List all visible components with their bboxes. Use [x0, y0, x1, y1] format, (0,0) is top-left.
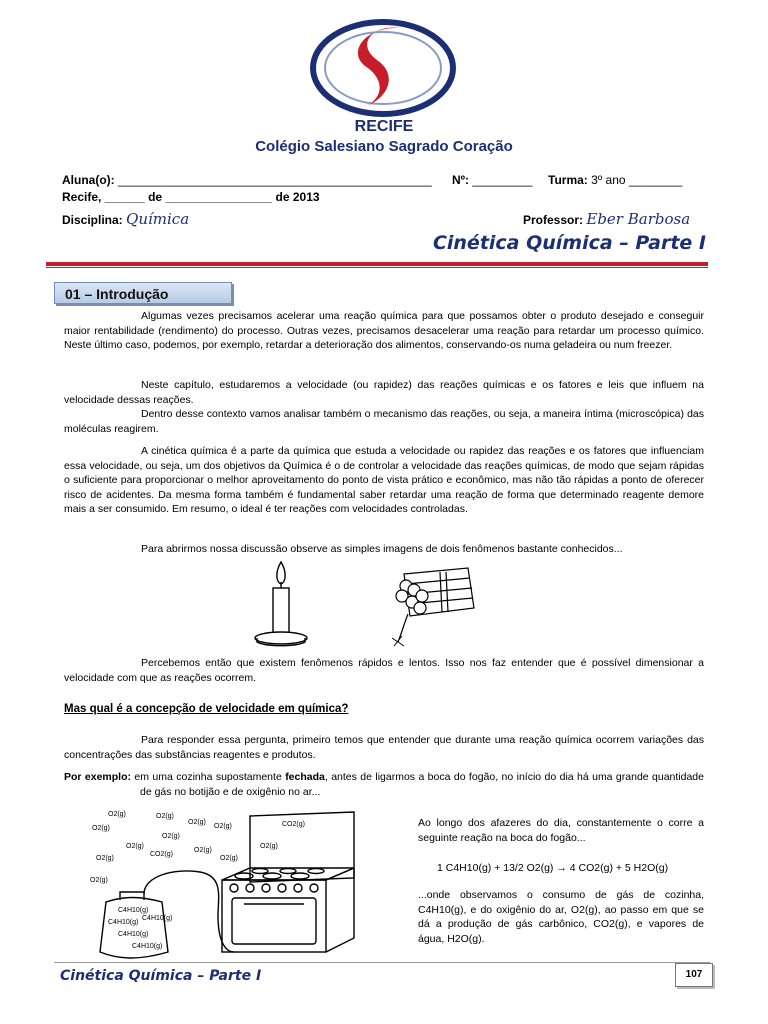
dynamite-illustration [382, 566, 492, 650]
kitchen-illustration [84, 806, 374, 962]
paragraph: Para responder essa pergunta, primeiro temos que entender que durante uma reação química ocorrem variações das concentrações das substâncias reagentes e produtos. [64, 734, 704, 761]
city-name: RECIFE [354, 118, 414, 135]
school-name: Colégio Salesiano Sagrado Coração [255, 138, 513, 155]
reaction-equation: 1 C4H10(g) + 13/2 O2(g) → 4 CO2(g) + 5 H2O(g) [437, 862, 669, 874]
after-equation-text: ...onde observamos o consumo de gás de cozinha, C4H10(g), e do oxigênio do ar, O2(g), ao passo em que se dá a produção de gás carbônico, CO2(g), e vapores de água, H2O(g). [418, 889, 704, 945]
intro-text-4 [64, 542, 704, 557]
co2-label: CO2(g) [150, 851, 173, 858]
paragraph: Dentro desse contexto vamos analisar também o mecanismo das reações, ou seja, a maneira íntima (microscópica) das moléculas reagirem. [64, 408, 704, 435]
aluna-label: Aluna(o): [62, 173, 115, 187]
paragraph: Neste capítulo, estudaremos a velocidade (ou rapidez) das reações químicas e os fatores e leis que influem na velocidade dessas reações. [64, 379, 704, 406]
number-field[interactable]: _________ [472, 173, 533, 187]
o2-label: O2(g) [188, 819, 206, 826]
number-row [452, 173, 532, 187]
date-line: Recife, ______ de ________________ de 2013 [62, 190, 320, 204]
footer-title: Cinética Química – Parte I [60, 968, 262, 984]
c4h10-label: C4H10(g) [142, 915, 173, 922]
example-post: , antes de ligarmos a boca do fogão, no início do dia há uma grande quantidade de gás no botijão e de oxigênio no ar... [140, 771, 704, 798]
o2-label: O2(g) [260, 843, 278, 850]
intro-text-5 [64, 656, 704, 685]
o2-label: O2(g) [156, 813, 174, 820]
header-rule [46, 262, 708, 266]
professor-label: Professor: [523, 213, 584, 227]
discipline-value: Química [126, 210, 190, 228]
intro-text-2 [64, 378, 704, 436]
paragraph: Para abrirmos nossa discussão observe as simples imagens de dois fenômenos bastante conhecidos... [141, 543, 623, 555]
candle-illustration [248, 560, 318, 650]
o2-label: O2(g) [126, 843, 144, 850]
header-rule-thin [46, 267, 708, 268]
paragraph: A cinética química é a parte da química que estuda a velocidade ou rapidez das reações e os fatores que influenciam essa velocidade, ou seja, um dos objetivos da Química é o de controlar a velocidade das reações químicas, de modo que sejam rápidas o suficiente para proporcionar o melhor aproveitamento do ponto de vista prático e econômico, mas não tão rápidas a ponto de oferecer risco de acidentes. Da mesma forma também é fundamental saber retardar uma reação de forma que determinado reagente demore mais a ser consumido. Em resumo, o ideal é ter reações com velocidades controladas. [64, 445, 704, 516]
paragraph: Algumas vezes precisamos acelerar uma reação química para que possamos obter o produto desejado e conseguir maior rentabilidade (rendimento) do processo. Outras vezes, precisamos desacelerar uma reação para retardar um processo químico. Neste último caso, podemos, por exemplo, retardar a deterioração dos alimentos, conservando-os numa geladeira ou num freezer. [64, 310, 704, 352]
answer-text [64, 733, 704, 762]
turma-field[interactable]: 3º ano ________ [591, 173, 683, 187]
c4h10-label: C4H10(g) [118, 931, 149, 938]
professor-row [523, 210, 690, 228]
o2-label: O2(g) [92, 825, 110, 832]
example-bold: fechada [285, 771, 325, 783]
c4h10-label: C4H10(g) [108, 919, 139, 926]
o2-label: O2(g) [194, 847, 212, 854]
example-text [64, 770, 704, 799]
o2-label: O2(g) [214, 823, 232, 830]
professor-value: Eber Barbosa [586, 210, 691, 228]
student-row [62, 173, 432, 187]
o2-label: O2(g) [220, 855, 238, 862]
topic-title: Cinética Química – Parte I [432, 232, 706, 254]
o2-label: O2(g) [96, 855, 114, 862]
page-number: 107 [675, 963, 713, 987]
aluna-field[interactable]: _______________________________________________ [118, 173, 432, 187]
example-paragraph [64, 770, 704, 799]
side-text: Ao longo dos afazeres do dia, constantemente o corre a seguinte reação na boca do fogão... [418, 817, 704, 844]
footer-rule [54, 962, 710, 963]
turma-label: Turma: [548, 173, 588, 187]
o2-label: O2(g) [108, 811, 126, 818]
section-title: 01 – Introdução [54, 282, 232, 304]
c4h10-label: C4H10(g) [118, 907, 149, 914]
intro-text-3 [64, 444, 704, 517]
example-label: Por exemplo: [64, 771, 132, 783]
paragraph: Percebemos então que existem fenômenos rápidos e lentos. Isso nos faz entender que é possível dimensionar a velocidade com que as reações ocorrem. [64, 657, 704, 684]
discipline-row [62, 210, 189, 228]
c4h10-label: C4H10(g) [132, 943, 163, 950]
question-heading: Mas qual é a concepção de velocidade em química? [64, 703, 349, 715]
intro-text [64, 309, 704, 353]
discipline-label: Disciplina: [62, 213, 123, 227]
example-pre: em uma cozinha supostamente [131, 771, 286, 783]
number-label: Nº: [452, 173, 470, 187]
o2-label: O2(g) [90, 877, 108, 884]
school-logo [303, 10, 463, 126]
o2-label: O2(g) [162, 833, 180, 840]
turma-row [548, 173, 682, 187]
co2-label: CO2(g) [282, 821, 305, 828]
